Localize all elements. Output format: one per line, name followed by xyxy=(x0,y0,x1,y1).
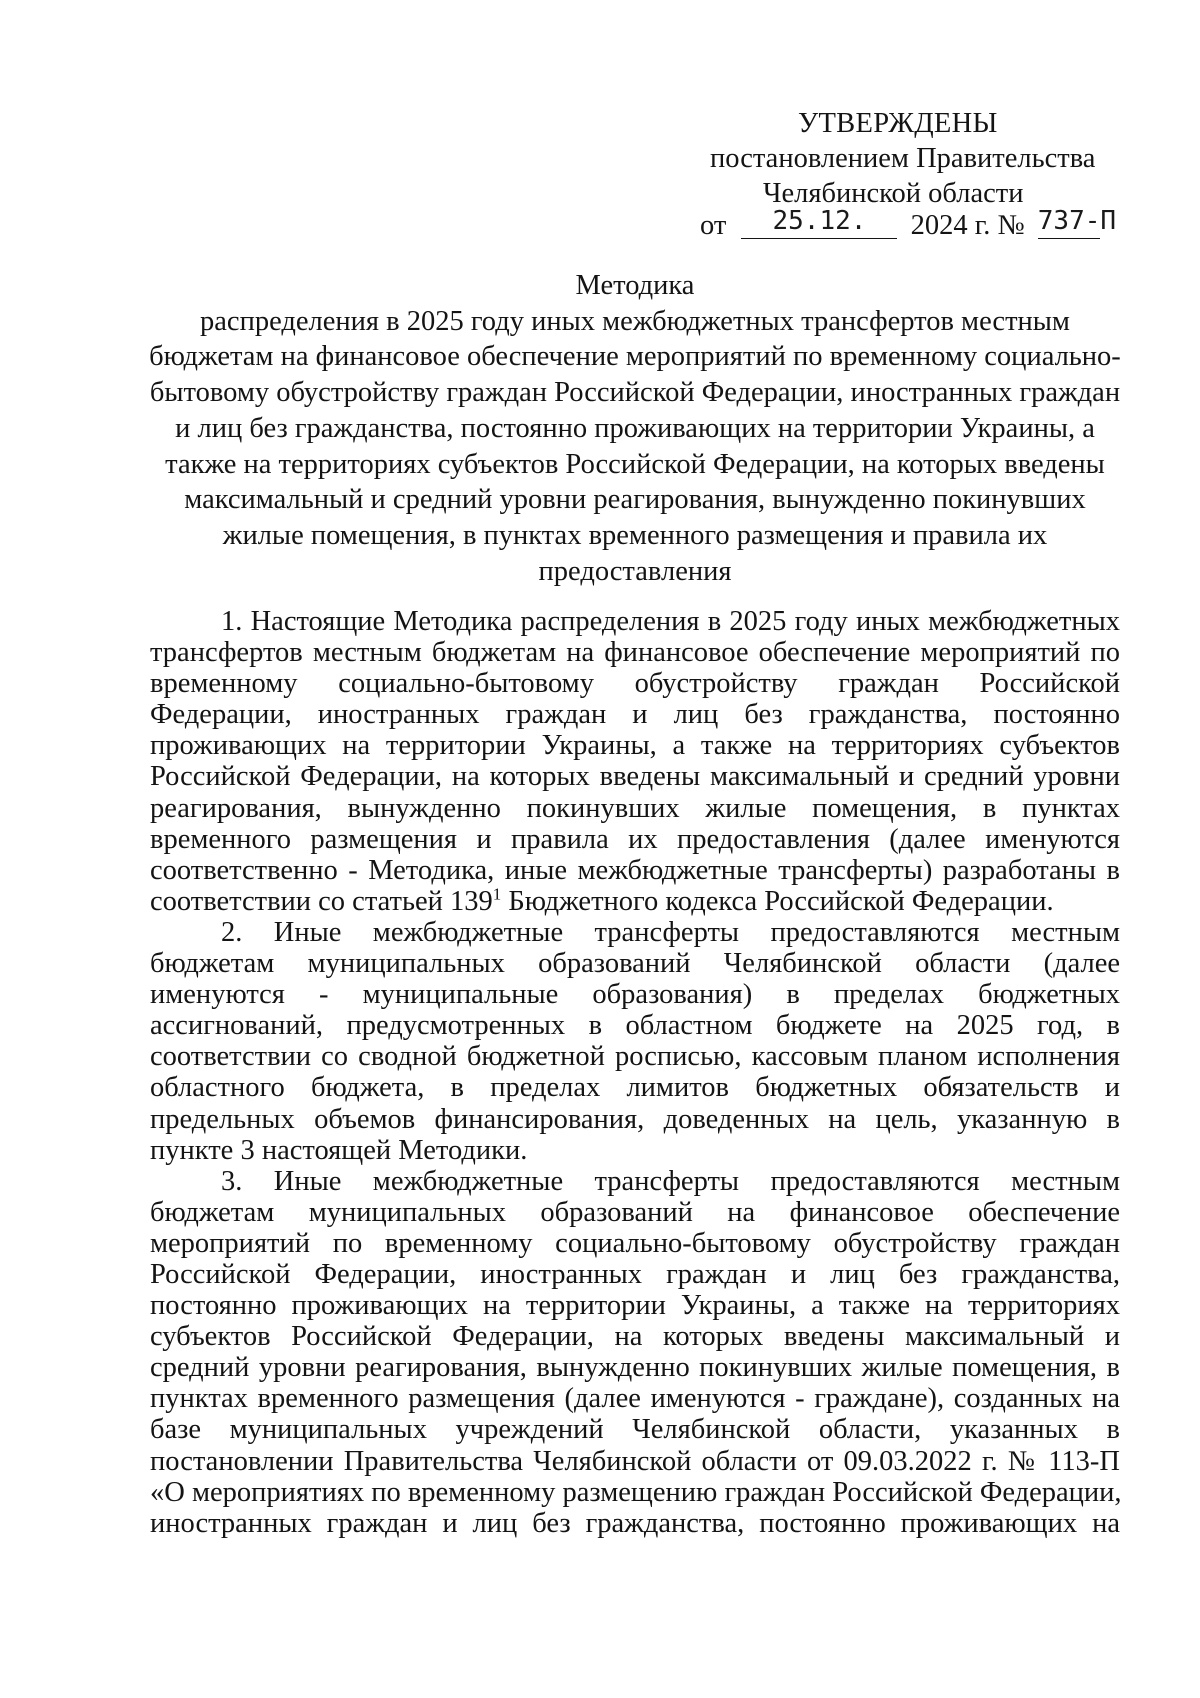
paragraph-line: базе муниципальных учреждений Челябинской области, указанных в xyxy=(150,1414,1120,1446)
paragraph-line: бюджетам муниципальных образований на финансовое обеспечение xyxy=(150,1196,1120,1228)
paragraph-line: мероприятий по временному социально-бытовому обустройству граждан xyxy=(150,1227,1120,1259)
title-line: бытовому обустройству граждан Российской Федерации, иностранных граждан xyxy=(149,377,1121,409)
paragraph-2 xyxy=(150,917,1120,1166)
paragraph-line: реагирования, вынужденно покинувших жилые помещения, в пунктах xyxy=(150,792,1120,824)
paragraph-line: предельных объемов финансирования, доведенных на цель, указанную в xyxy=(150,1103,1120,1135)
statute-text-end: Бюджетного кодекса Российской Федерации. xyxy=(501,885,1054,917)
paragraph-line: субъектов Российской Федерации, на которых введены максимальный и xyxy=(150,1321,1120,1353)
document-body xyxy=(150,606,1120,1539)
paragraph-line: пункте 3 настоящей Методики. xyxy=(150,1134,528,1166)
paragraph-line: иностранных граждан и лиц без гражданства, постоянно проживающих на xyxy=(150,1507,1120,1539)
paragraph-line: «О мероприятиях по временному размещению граждан Российской Федерации, xyxy=(150,1476,1122,1508)
date-value: 25.12. xyxy=(772,206,867,236)
paragraph-line: постановлении Правительства Челябинской области от 09.03.2022 г. № 113-П xyxy=(150,1445,1120,1477)
title-line: бюджетам на финансовое обеспечение мероприятий по временному социально- xyxy=(149,341,1121,373)
statute-text: соответствии со статьей 139 xyxy=(150,885,493,917)
document-title xyxy=(130,268,1140,589)
approval-heading: УТВЕРЖДЕНЫ xyxy=(798,108,998,139)
paragraph-line: соответствии со сводной бюджетной росписью, кассовым планом исполнения xyxy=(150,1041,1120,1073)
title-heading: Методика xyxy=(575,270,695,301)
year-text: 2024 г. № xyxy=(910,210,1025,241)
approval-region-line: Челябинской области xyxy=(763,178,1024,209)
paragraph-line: средний уровни реагирования, вынужденно покинувших жилые помещения, в xyxy=(150,1352,1120,1384)
paragraph-line: бюджетам муниципальных образований Челябинской области (далее xyxy=(150,948,1120,980)
paragraph-line: временного размещения и правила их предоставления (далее именуются xyxy=(150,823,1120,855)
paragraph-line: областного бюджета, в пределах лимитов бюджетных обязательств и xyxy=(150,1072,1120,1104)
paragraph-line: Российской Федерации, иностранных граждан и лиц без гражданства, xyxy=(150,1258,1120,1290)
paragraph-line: пунктах временного размещения (далее именуются - граждане), созданных на xyxy=(150,1383,1120,1415)
title-line: максимальный и средний уровни реагирования, вынужденно покинувших xyxy=(184,484,1086,516)
paragraph-line: временному социально-бытовому обустройству граждан Российской xyxy=(150,668,1120,700)
article-superscript: 1 xyxy=(492,884,502,904)
paragraph-line: постоянно проживающих на территории Украины, а также на территориях xyxy=(150,1290,1120,1322)
paragraph-line: трансфертов местным бюджетам на финансовое обеспечение мероприятий по xyxy=(150,637,1120,669)
number-value: 737-П xyxy=(1037,206,1117,236)
paragraph-1 xyxy=(150,606,1120,917)
number-field xyxy=(1037,206,1117,239)
paragraph-line: Федерации, иностранных граждан и лиц без гражданства, постоянно xyxy=(150,699,1120,731)
title-line: распределения в 2025 году иных межбюджетных трансфертов местным xyxy=(200,305,1070,337)
title-line: и лиц без гражданства, постоянно проживающих на территории Украины, а xyxy=(175,412,1095,444)
paragraph-line: 3. Иные межбюджетные трансферты предоставляются местным xyxy=(221,1165,1120,1197)
date-field xyxy=(741,208,897,239)
paragraph-line xyxy=(150,886,1120,917)
approval-stamp-block xyxy=(700,106,1120,243)
paragraph-line: 2. Иные межбюджетные трансферты предоставляются местным xyxy=(221,916,1120,948)
paragraph-line: Российской Федерации, на которых введены максимальный и средний уровни xyxy=(150,761,1120,793)
paragraph-line: ассигнований, предусмотренных в областном бюджете на 2025 год, в xyxy=(150,1010,1120,1042)
approval-resolution-line: постановлением Правительства xyxy=(710,143,1096,174)
paragraph-line: 1. Настоящие Методика распределения в 2025 году иных межбюджетных xyxy=(221,606,1120,637)
date-prefix: от xyxy=(700,210,727,241)
title-line: жилые помещения, в пунктах временного размещения и правила их xyxy=(222,519,1048,551)
paragraph-line: именуются - муниципальные образования) в пределах бюджетных xyxy=(150,979,1120,1011)
title-line: предоставления xyxy=(538,555,732,587)
paragraph-line: проживающих на территории Украины, а также на территориях субъектов xyxy=(150,730,1120,762)
paragraph-line: соответственно - Методика, иные межбюджетные трансферты) разработаны в xyxy=(150,854,1120,886)
title-line: также на территориях субъектов Российской Федерации, на которых введены xyxy=(165,448,1105,480)
approval-date-line xyxy=(700,208,1120,243)
paragraph-3 xyxy=(150,1166,1120,1539)
